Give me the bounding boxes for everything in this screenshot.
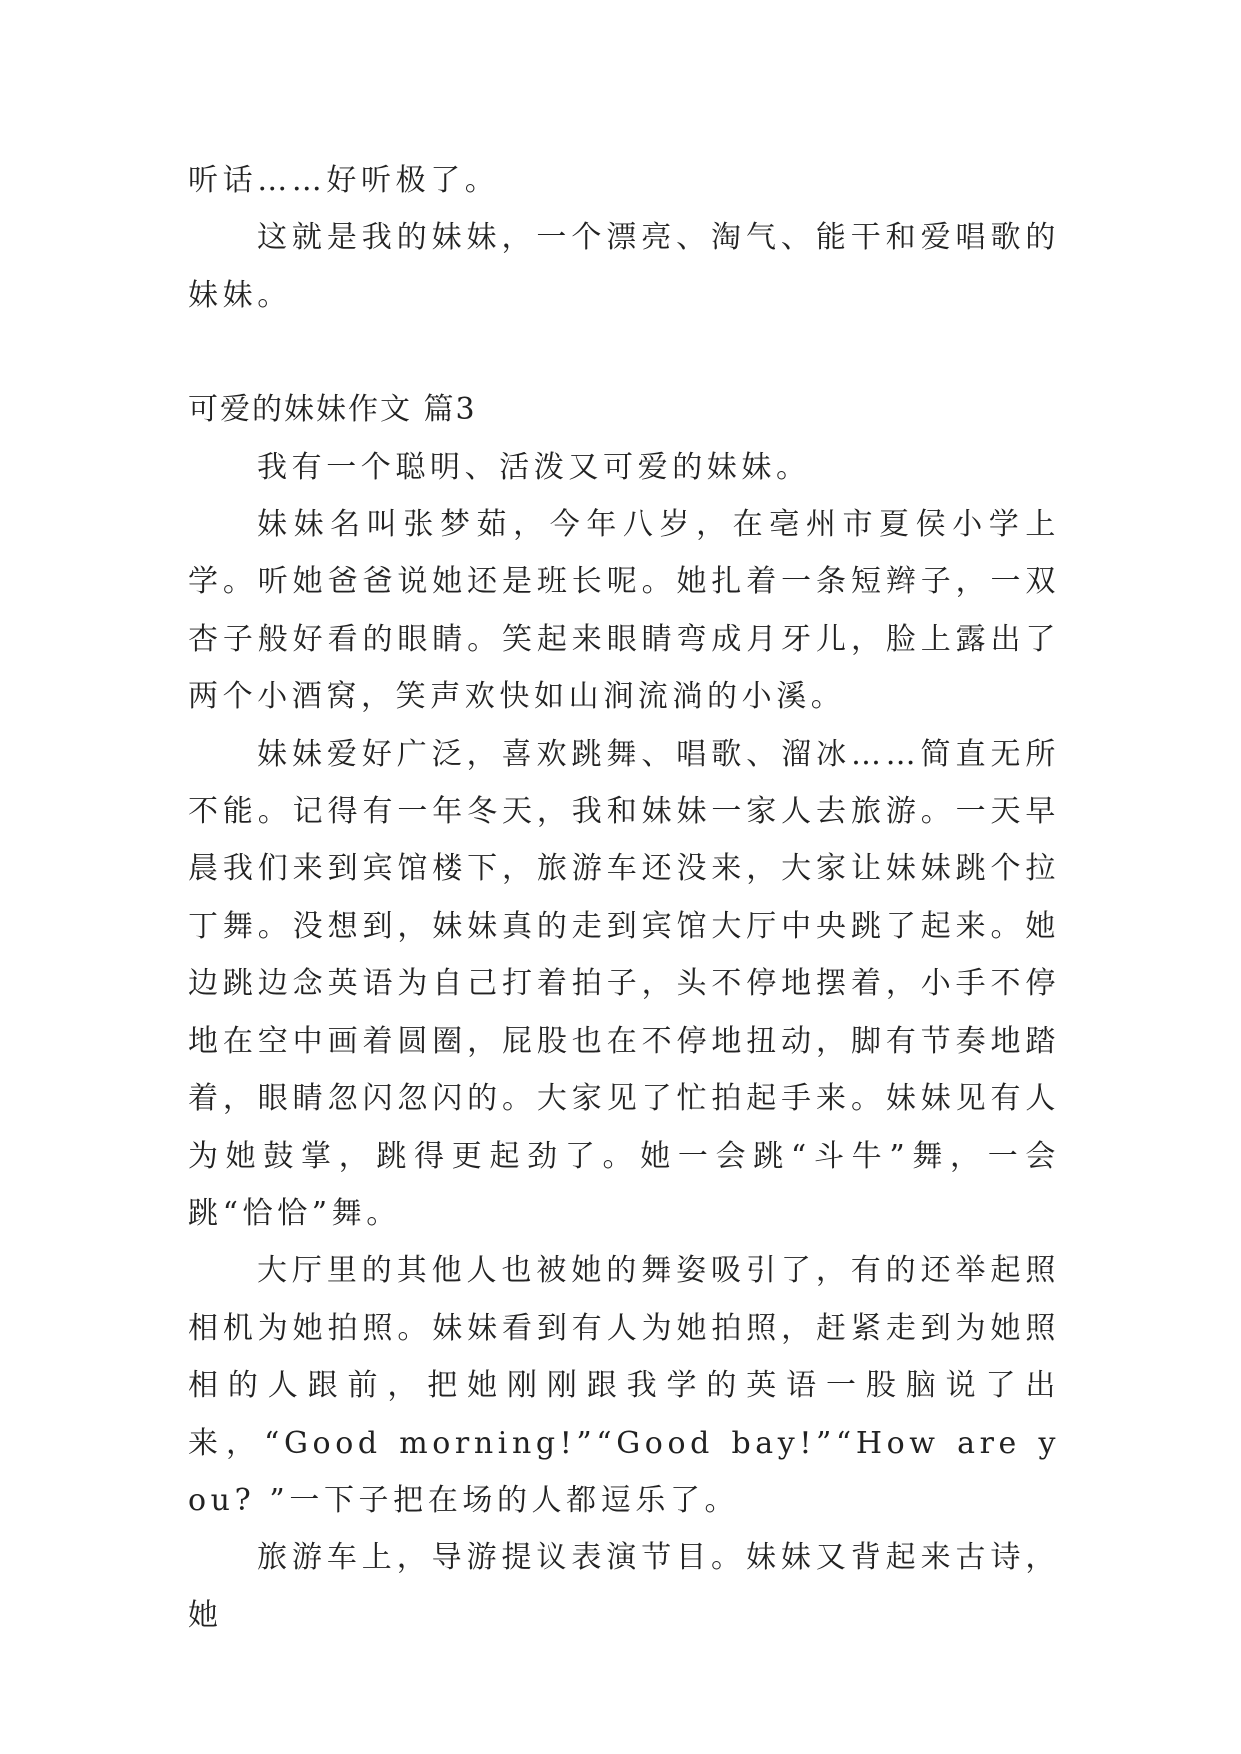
paragraph: 旅游车上，导游提议表演节目。妹妹又背起来古诗，她 <box>188 1540 1060 1633</box>
document-body <box>188 152 1060 1644</box>
paragraph: 这就是我的妹妹，一个漂亮、淘气、能干和爱唱歌的妹妹。 <box>188 220 1060 313</box>
paragraph: 大厅里的其他人也被她的舞姿吸引了，有的还举起照相机为她拍照。妹妹看到有人为她拍照，赶紧走到为她照相的人跟前，把她刚刚跟我学的英语一股脑说了出来，“Good morning!”“Good bay!”“How are you? ”一下子把在场的人都逗乐了。 <box>188 1253 1060 1518</box>
paragraph: 听话……好听极了。 <box>188 163 500 198</box>
section-title: 可爱的妹妹作文 篇3 <box>188 392 477 428</box>
paragraph: 妹妹爱好广泛，喜欢跳舞、唱歌、溜冰……简直无所不能。记得有一年冬天，我和妹妹一家人去旅游。一天早晨我们来到宾馆楼下，旅游车还没来，大家让妹妹跳个拉丁舞。没想到，妹妹真的走到宾馆大厅中央跳了起来。她边跳边念英语为自己打着拍子，头不停地摆着，小手不停地在空中画着圆圈，屁股也在不停地扭动，脚有节奏地踏着，眼睛忽闪忽闪的。大家见了忙拍起手来。妹妹见有人为她鼓掌，跳得更起劲了。她一会跳“斗牛”舞，一会跳“恰恰”舞。 <box>188 736 1060 1231</box>
paragraph: 妹妹名叫张梦茹，今年八岁，在亳州市夏侯小学上学。听她爸爸说她还是班长呢。她扎着一条短辫子，一双杏子般好看的眼睛。笑起来眼睛弯成月牙儿，脸上露出了两个小酒窝，笑声欢快如山涧流淌的小溪。 <box>188 507 1060 715</box>
paragraph: 我有一个聪明、活泼又可爱的妹妹。 <box>257 449 811 485</box>
